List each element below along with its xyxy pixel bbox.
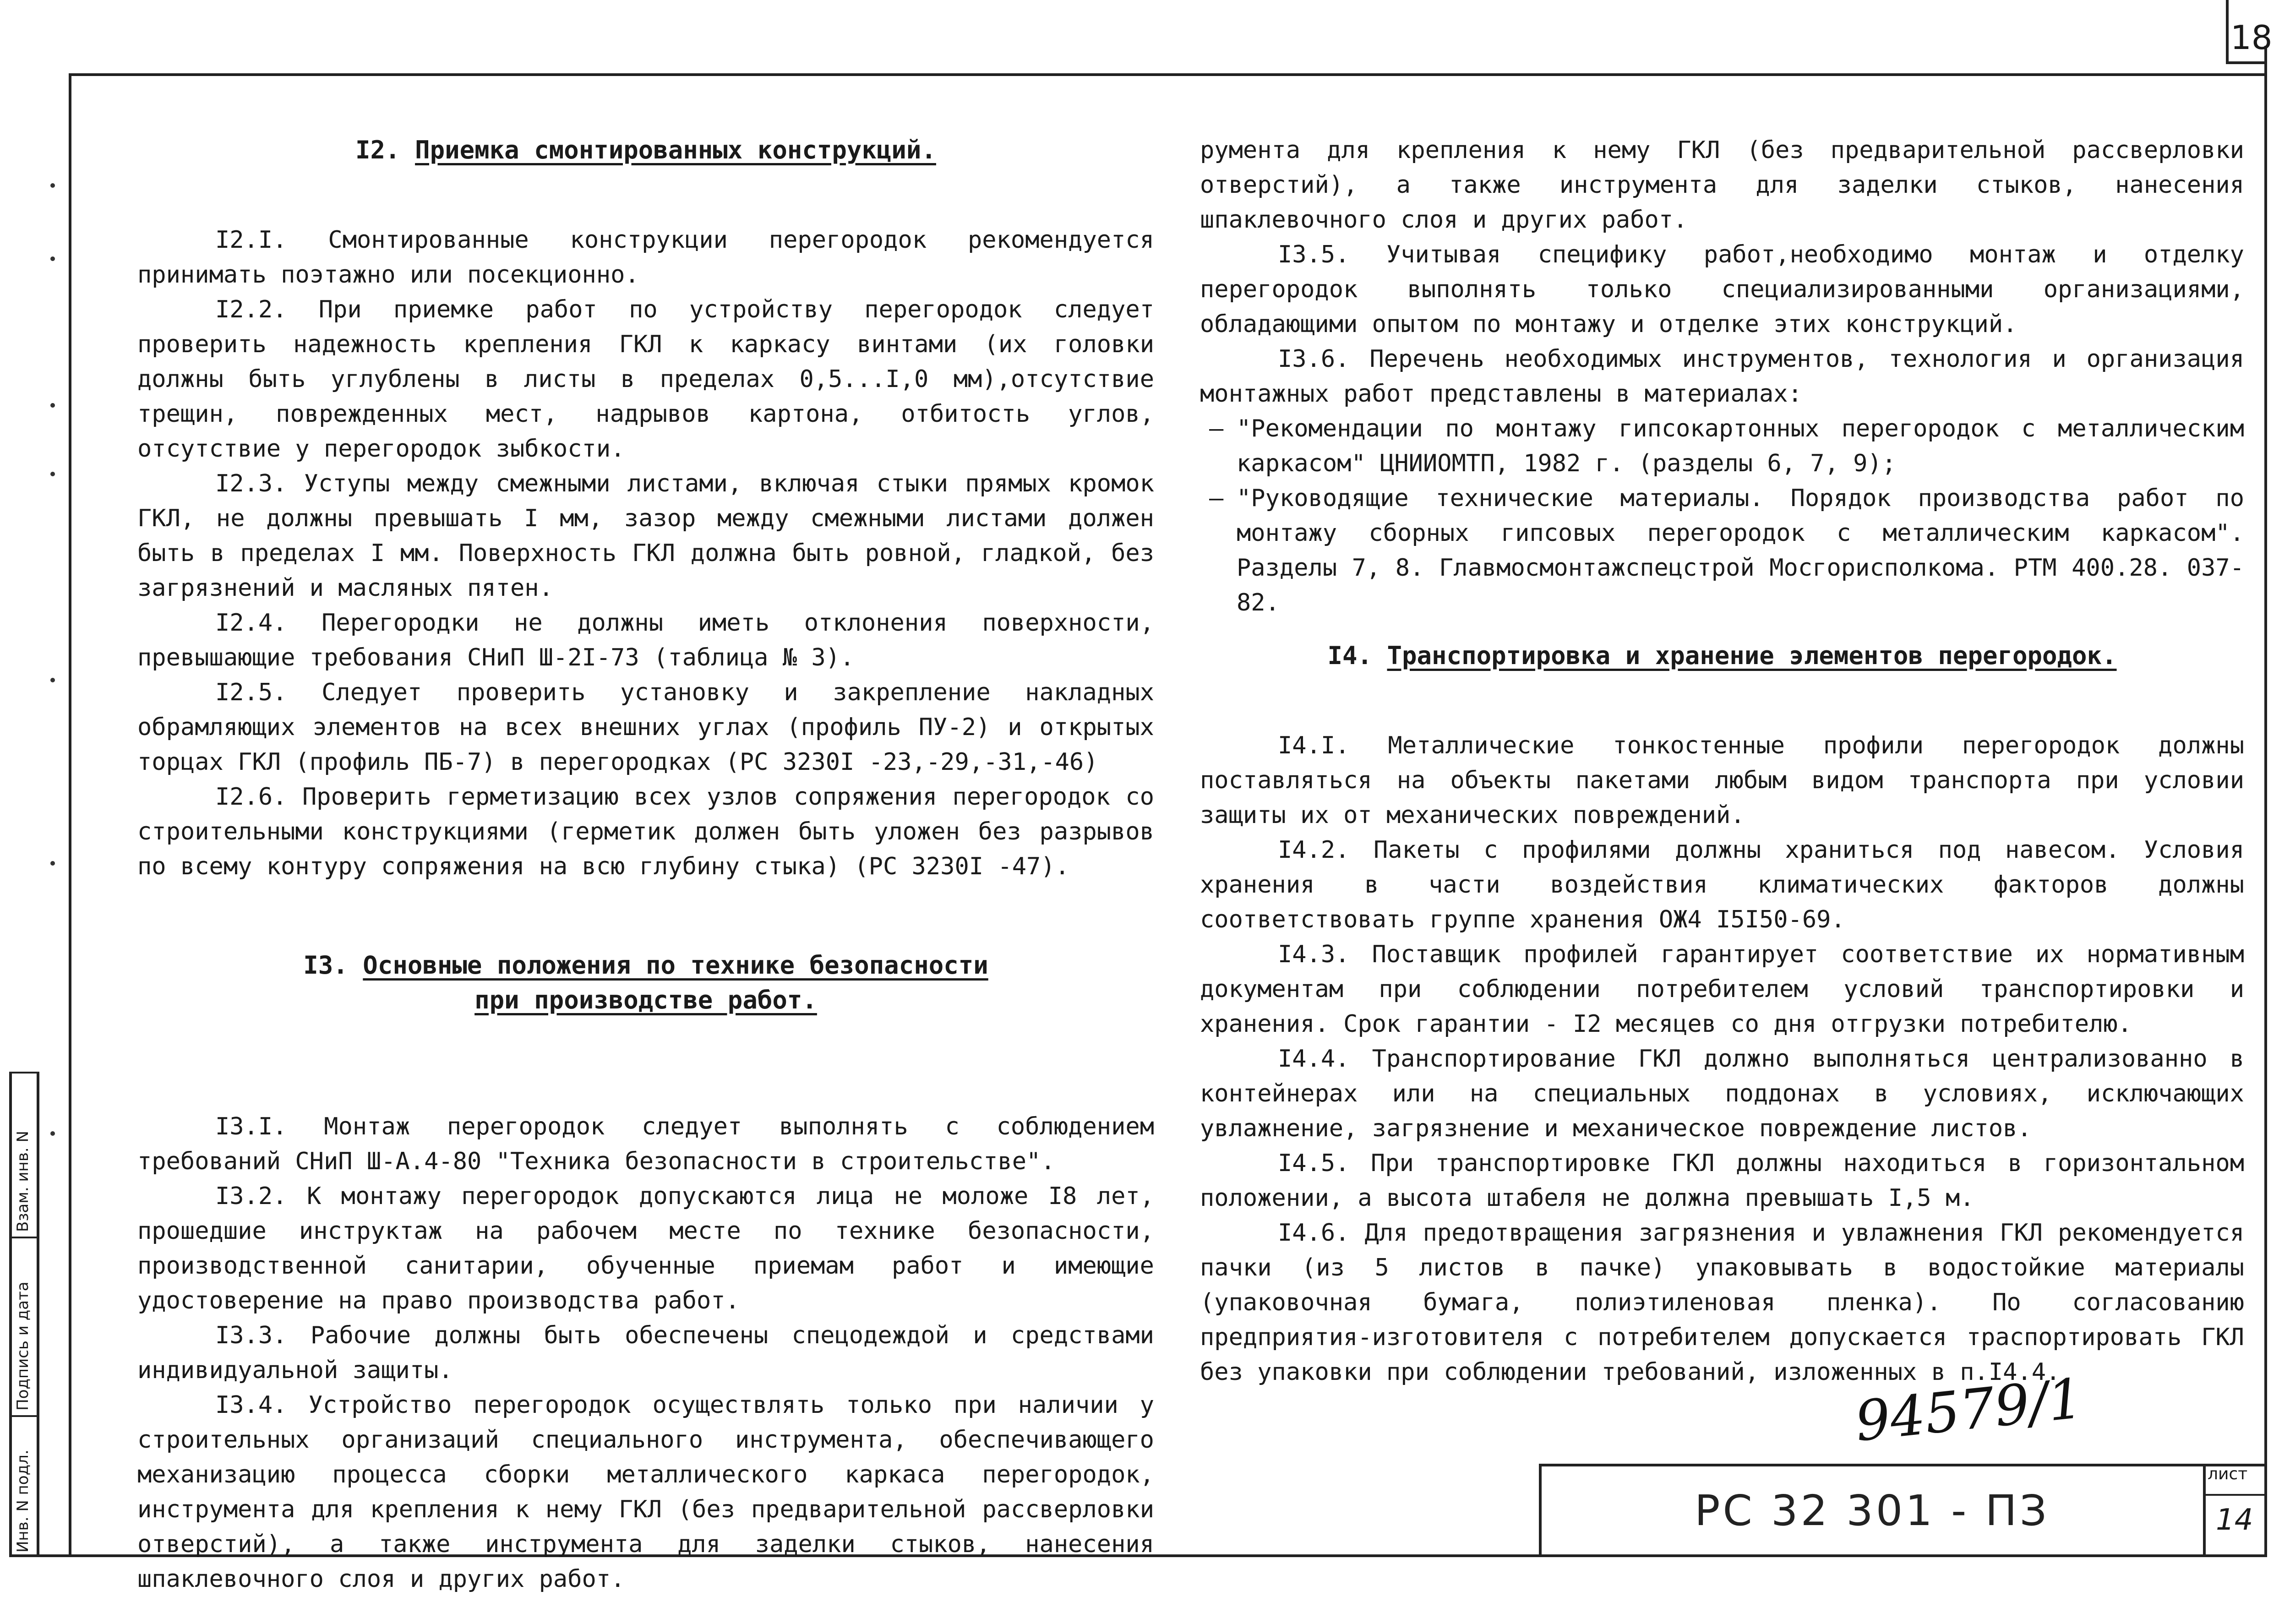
title-block-left — [1539, 1464, 1542, 1555]
list-item-text: "Руководящие технические материалы. Порядок производства работ по монтажу сборных гипсовых перегородок с металлическим каркасом". Разделы 7, 8. Главмосмонтажспецстрой Мосгорисполкома. РТМ 400.28. 037-82. — [1237, 485, 2244, 616]
paragraph-13-4-continued: рументa для крепления к нему ГКЛ (без предварительной рассверловки отверстий), а также инструмента для заделки стыков, нанесения шпаклевочного слоя и других работ. — [1200, 136, 2244, 234]
left-column — [137, 133, 1154, 1593]
side-stamp-left — [9, 1072, 12, 1557]
margin-mark — [50, 256, 55, 261]
list-item-text: "Рекомендации по монтажу гипсокартонных перегородок с металлическим каркасом" ЦНИИОМТП, 1982 г. (разделы 6, 7, 9); — [1237, 415, 2244, 477]
paragraph-12-6: I2.6. Проверить герметизацию всех узлов сопряжения перегородок со строительными конструкциями (герметик должен быть уложен без разрывов по всему контуру сопряжения на всю глубину стыка) (РС 3230I -47). — [137, 783, 1154, 880]
paragraph-12-3: I2.3. Уступы между смежными листами, включая стыки прямых кромок ГКЛ, не должны превышать I мм, зазор между смежными листами должен быть в пределах I мм. Поверхность ГКЛ должна быть ровной, гладкой, без загрязнений и масляных пятен. — [137, 470, 1154, 602]
section-12-title: Приемка смонтированных конструкций. — [415, 136, 936, 164]
paragraph-13-1: I3.I. Монтаж перегородок следует выполнять с соблюдением требований СНиП Ш-А.4-80 "Техника безопасности в строительстве". — [137, 1113, 1154, 1175]
paragraph-14-5: I4.5. При транспортировке ГКЛ должны находиться в горизонтальном положении, а высота штабеля не должна превышать I,5 м. — [1200, 1150, 2244, 1212]
paragraph-13-5: I3.5. Учитывая специфику работ,необходимо монтаж и отделку перегородок выполнять только специализированными организациями, обладающими опытом по монтажу и отделке этих конструкций. — [1200, 241, 2244, 338]
paragraph-13-4: I3.4. Устройство перегородок осуществлять только при наличии у строительных организаций специального инструмента, обеспечивающего механизацию процесса сборки металлического каркаса перегородок, инструмента для крепления к нему ГКЛ (без предварительной рассверловки отверстий), а также инструмента для заделки стыков, нанесения шпаклевочного слоя и других работ. — [137, 1391, 1154, 1593]
margin-mark — [50, 183, 55, 188]
page-num-box-left — [2226, 0, 2229, 64]
side-stamp-div-2 — [9, 1237, 39, 1238]
section-14-title: Транспортировка и хранение элементов перегородок. — [1387, 641, 2117, 670]
paragraph-13-6: I3.6. Перечень необходимых инструментов, технология и организация монтажных работ представлены в материалах: — [1200, 345, 2244, 408]
paragraph-12-4: I2.4. Перегородки не должны иметь отклонения поверхности, превышающие требования СНиП Ш-2I-73 (таблица № 3). — [137, 609, 1154, 671]
margin-mark — [50, 472, 55, 476]
side-stamp-div-1 — [9, 1072, 39, 1074]
paragraph-12-1: I2.I. Смонтированные конструкции перегородок рекомендуется принимать поэтажно или посекционно. — [137, 226, 1154, 289]
left-border — [69, 73, 71, 1557]
paragraph-14-1: I4.I. Металлические тонкостенные профили перегородок должны поставляться на объекты пакетами любым видом транспорта при условии защиты их от механических повреждений. — [1200, 732, 2244, 829]
top-border — [69, 73, 2267, 76]
paragraph-14-2: I4.2. Пакеты с профилями должны храниться под навесом. Условия хранения в части воздействия климатических факторов должны соответствовать группе хранения ОЖ4 I5I50-69. — [1200, 836, 2244, 933]
section-12-number: I2. — [355, 136, 400, 164]
side-stamp-div-3 — [9, 1415, 39, 1417]
sheet-label: лист — [2208, 1465, 2248, 1483]
list-item: – "Руководящие технические материалы. Порядок производства работ по монтажу сборных гипсовых перегородок с металлическим каркасом". Разделы 7, 8. Главмосмонтажспецстрой Мосгорисполкома. РТМ 400.28. 037-82. — [1209, 485, 2244, 616]
section-13-number: I3. — [303, 951, 348, 980]
paragraph-14-6: I4.6. Для предотвращения загрязнения и увлажнения ГКЛ рекомендуется пачки (из 5 листов в пачке) упаковывать в водостойкие материалы (упаковочная бумага, полиэтиленовая пленка). По согласованию предприятия-изготовителя с потребителем допускается траспортировать ГКЛ без упаковки при соблюдении требований, изложенных в п.I4.4. — [1200, 1219, 2244, 1386]
margin-mark — [50, 678, 55, 682]
right-column — [1200, 133, 2244, 1390]
document-code: РС 32 301 - ПЗ — [1695, 1486, 2050, 1535]
page-number: 18 — [2230, 18, 2273, 57]
paragraph-12-2: I2.2. При приемке работ по устройству перегородок следует проверить надежность крепления ГКЛ к каркасу винтами (их головки должны быть углублены в листы в пределах 0,5...I,0 мм),отсутствие трещин, поврежденных мест, надрывов картона, отбитость углов, отсутствие у перегородок зыбкости. — [137, 296, 1154, 463]
section-13-title-line1: Основные положения по технике безопасности — [363, 951, 988, 980]
margin-mark — [50, 403, 55, 408]
paragraph-14-4: I4.4. Транспортирование ГКЛ должно выполняться централизованно в контейнерах или на специальных поддонах в условиях, исключающих увлажнение, загрязнение и механическое повреждение листов. — [1200, 1045, 2244, 1142]
paragraph-14-3: I4.3. Поставщик профилей гарантирует соответствие их нормативным документам при соблюдении потребителем условий транспортировки и хранения. Срок гарантии - I2 месяцев со дня отгрузки потребителю. — [1200, 941, 2244, 1038]
right-border — [2264, 46, 2267, 1557]
sheet-number: 14 — [2216, 1503, 2253, 1537]
side-label-replacement: Взам. инв. N — [14, 1131, 32, 1232]
section-13-title-line2: при производстве работ. — [474, 986, 817, 1014]
section-14-heading — [1200, 638, 2244, 673]
title-block-sheet-divider — [2203, 1464, 2206, 1555]
paragraph-13-3: I3.3. Рабочие должны быть обеспечены спецодеждой и средствами индивидуальной защиты. — [137, 1322, 1154, 1384]
handwritten-number: 94579/1 — [1852, 1367, 2086, 1454]
paragraph-12-5: I2.5. Следует проверить установку и закрепление накладных обрамляющих элементов на всех внешних углах (профиль ПУ-2) и открытых торцах ГКЛ (профиль ПБ-7) в перегородках (РС 3230I -23,-29,-31,-46) — [137, 679, 1154, 776]
margin-mark — [50, 1131, 55, 1136]
section-13-heading — [137, 948, 1154, 1018]
title-block-sheet-hline — [2203, 1494, 2267, 1496]
side-label-signature: Подпись и дата — [14, 1281, 32, 1411]
side-label-inv: Инв. N подл. — [14, 1450, 32, 1553]
list-item: – "Рекомендации по монтажу гипсокартонных перегородок с металлическим каркасом" ЦНИИОМТП, 1982 г. (разделы 6, 7, 9); — [1209, 415, 2244, 477]
side-stamp-right — [37, 1072, 39, 1557]
page-num-box-bottom — [2226, 61, 2267, 64]
section-12-heading — [137, 133, 1154, 168]
title-block-top — [1539, 1464, 2267, 1466]
materials-list — [1200, 411, 2244, 620]
margin-mark — [50, 861, 55, 866]
paragraph-13-2: I3.2. К монтажу перегородок допускаются лица не моложе I8 лет, прошедшие инструктаж на рабочем месте по технике безопасности, производственной санитарии, обученные приемам работ и имеющие удостоверение на право производства работ. — [137, 1183, 1154, 1314]
section-14-number: I4. — [1327, 641, 1372, 670]
